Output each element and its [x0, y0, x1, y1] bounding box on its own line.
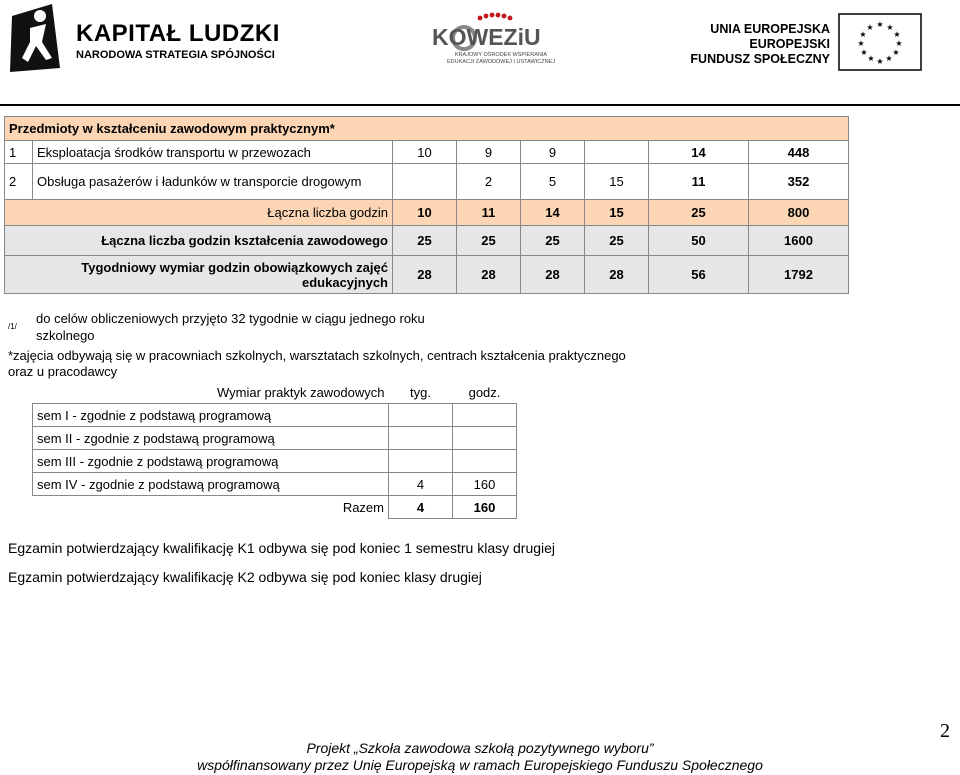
cell: 28	[585, 256, 649, 294]
weeks-cell	[389, 427, 453, 450]
cell: 14	[649, 141, 749, 164]
footnote-1-line-1: do celów obliczeniowych przyjęto 32 tygodnie w ciągu jednego roku	[36, 311, 425, 326]
eu-line-2: EUROPEJSKI	[749, 37, 830, 51]
curriculum-table	[4, 116, 849, 294]
hours-cell	[453, 450, 517, 473]
svg-text:★: ★	[857, 39, 865, 48]
kapital-ludzki-logo-icon	[6, 2, 64, 74]
cell: 9	[457, 141, 521, 164]
column-header: godz.	[468, 384, 501, 400]
section-title: Przedmioty w kształceniu zawodowym praktycznym*	[5, 117, 849, 141]
footnote-marker: /1/	[8, 322, 17, 331]
practice-label: sem IV - zgodnie z podstawą programową	[33, 473, 389, 496]
cell: 2	[457, 164, 521, 200]
practice-total-label: Razem	[342, 499, 384, 515]
cell: 25	[457, 226, 521, 256]
svg-text:★: ★	[860, 48, 868, 57]
footer-line-1: Projekt „Szkoła zawodowa szkołą pozytywnego wyboru”	[306, 740, 654, 756]
svg-text:★: ★	[866, 23, 874, 32]
weeks-total: 4	[389, 496, 453, 519]
total-row	[5, 200, 849, 226]
cell: 448	[749, 141, 849, 164]
cell: 10	[393, 141, 457, 164]
practice-row	[33, 427, 517, 450]
practice-table	[32, 381, 517, 519]
kowezu-subtitle: KRAJOWY OŚRODEK WSPIERANIA EDUKACJI ZAWODOWEJ I USTAWICZNEJ	[447, 52, 555, 65]
cell: 28	[521, 256, 585, 294]
svg-text:★: ★	[886, 23, 894, 32]
practice-header-label: Wymiar praktyk zawodowych	[217, 384, 385, 400]
svg-text:★: ★	[859, 30, 867, 39]
page-number: 2	[940, 720, 950, 742]
row-number: 2	[5, 164, 33, 200]
cell	[585, 141, 649, 164]
cell: 5	[521, 164, 585, 200]
practice-row	[33, 404, 517, 427]
cell: 800	[749, 200, 849, 226]
practice-total-row	[33, 496, 517, 519]
cell: 1600	[749, 226, 849, 256]
kowezu-name: KOWEZiU	[432, 24, 541, 50]
cell: 9	[521, 141, 585, 164]
weeks-cell: 4	[389, 473, 453, 496]
footnote-2-line-2: oraz u pracodawcy	[8, 364, 118, 379]
row-number: 1	[5, 141, 33, 164]
total-row	[5, 256, 849, 294]
table-row	[5, 141, 849, 164]
column-header: tyg.	[410, 384, 431, 400]
total-label: Łączna liczba godzin kształcenia zawodowego	[5, 226, 393, 256]
cell: 10	[393, 200, 457, 226]
eu-flag-icon	[838, 13, 922, 71]
hours-total: 160	[453, 496, 517, 519]
svg-text:★: ★	[876, 20, 884, 29]
cell: 25	[649, 200, 749, 226]
practice-label: sem II - zgodnie z podstawą programową	[33, 427, 389, 450]
hours-cell: 160	[453, 473, 517, 496]
cell: 25	[393, 226, 457, 256]
svg-text:★: ★	[867, 54, 875, 63]
cell: 14	[521, 200, 585, 226]
practice-row	[33, 450, 517, 473]
footer-line-2: współfinansowany przez Unię Europejską w ramach Europejskiego Funduszu Społecznego	[197, 757, 763, 773]
practice-header-row	[33, 381, 517, 404]
hours-cell	[453, 427, 517, 450]
weeks-cell	[389, 450, 453, 473]
cell: 11	[457, 200, 521, 226]
kapital-ludzki-subtitle: NARODOWA STRATEGIA SPÓJNOŚCI	[76, 49, 275, 61]
cell: 56	[649, 256, 749, 294]
exam-note-1: Egzamin potwierdzający kwalifikację K1 odbywa się pod koniec 1 semestru klasy drugiej	[8, 540, 556, 556]
footnote-1-line-2: szkolnego	[36, 328, 95, 343]
practice-row	[33, 473, 517, 496]
cell: 352	[749, 164, 849, 200]
cell: 28	[393, 256, 457, 294]
total-label: Tygodniowy wymiar godzin obowiązkowych zajęć edukacyjnych	[5, 256, 393, 294]
svg-text:★: ★	[885, 54, 893, 63]
cell: 50	[649, 226, 749, 256]
header-divider	[0, 104, 960, 106]
subject-name: Obsługa pasażerów i ładunków w transporcie drogowym	[33, 164, 393, 200]
section-header-row	[5, 117, 849, 141]
svg-text:★: ★	[895, 39, 903, 48]
subject-name: Eksploatacja środków transportu w przewozach	[33, 141, 393, 164]
cell	[393, 164, 457, 200]
cell: 11	[649, 164, 749, 200]
cell: 1792	[749, 256, 849, 294]
svg-text:★: ★	[892, 48, 900, 57]
cell: 15	[585, 200, 649, 226]
kapital-ludzki-title: KAPITAŁ LUDZKI	[76, 20, 280, 47]
hours-cell	[453, 404, 517, 427]
footnote-2-line-1: *zajęcia odbywają się w pracowniach szkolnych, warsztatach szkolnych, centrach kształcenia praktycznego	[8, 348, 626, 363]
total-label: Łączna liczba godzin	[5, 200, 393, 226]
eu-fund-text	[690, 22, 830, 67]
svg-text:★: ★	[893, 30, 901, 39]
weeks-cell	[389, 404, 453, 427]
svg-text:★: ★	[876, 57, 884, 66]
practice-label: sem I - zgodnie z podstawą programową	[33, 404, 389, 427]
cell: 15	[585, 164, 649, 200]
cell: 28	[457, 256, 521, 294]
eu-line-1: UNIA EUROPEJSKA	[710, 22, 830, 36]
table-row	[5, 164, 849, 200]
total-row	[5, 226, 849, 256]
eu-line-3: FUNDUSZ SPOŁECZNY	[690, 52, 830, 66]
cell: 25	[585, 226, 649, 256]
cell: 25	[521, 226, 585, 256]
exam-note-2: Egzamin potwierdzający kwalifikację K2 odbywa się pod koniec klasy drugiej	[8, 569, 482, 585]
practice-label: sem III - zgodnie z podstawą programową	[33, 450, 389, 473]
